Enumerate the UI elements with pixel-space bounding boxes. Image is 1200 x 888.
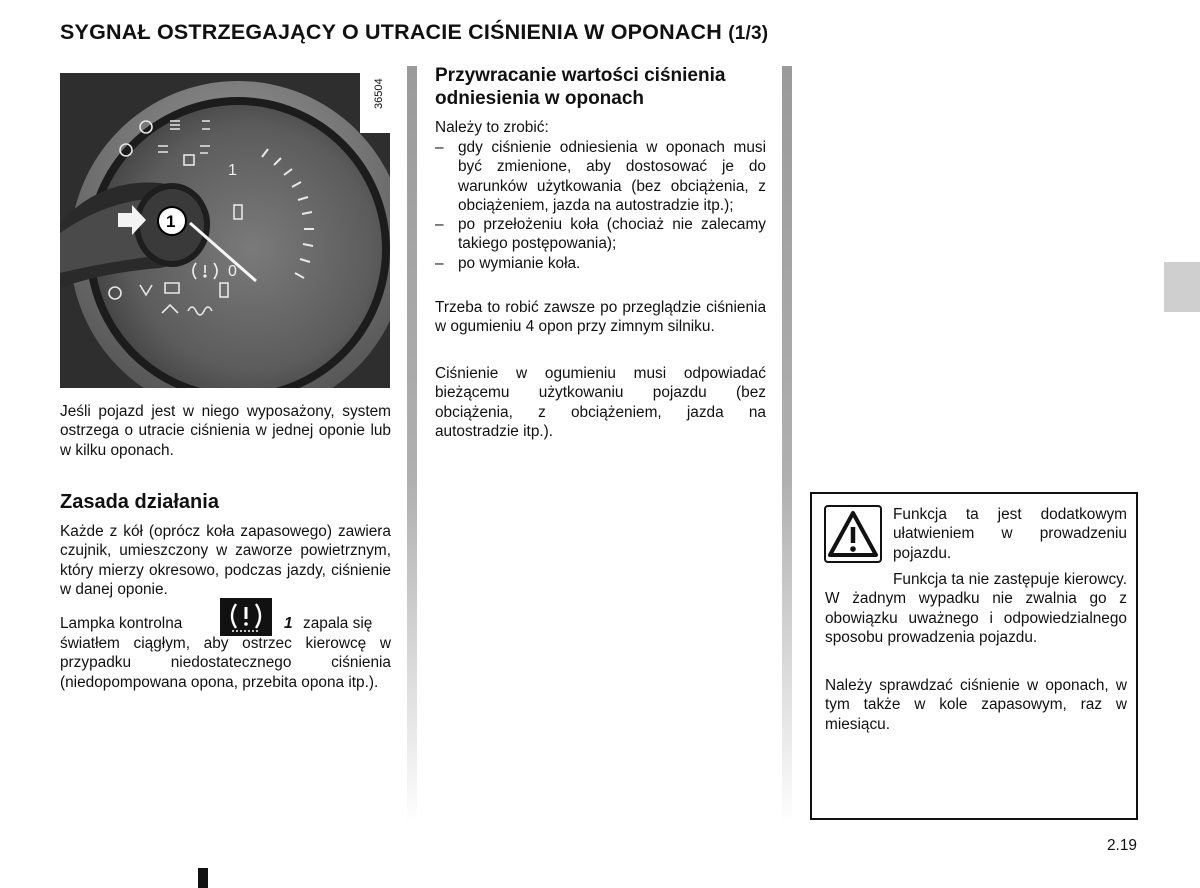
warning-text-1: Funkcja ta jest dodatkowym ułatwieniem w prowadzeniu pojazdu. [893, 506, 1127, 562]
list-item [435, 215, 766, 254]
list-dash: – [435, 139, 444, 156]
page-title [60, 20, 768, 45]
intro-paragraph: Jeśli pojazd jest w niego wyposażony, system ostrzega o utracie ciśnienia w jednej oponie lub w kilku oponach. [60, 403, 391, 459]
section-heading-operation: Zasada działania [60, 491, 219, 513]
list-item-text: po przełożeniu koła (chociaż nie zalecamy takiego postępowania); [458, 216, 766, 253]
chapter-tab [1164, 262, 1200, 312]
usage-paragraph: Ciśnienie w ogumieniu musi odpowiadać bieżącemu użytkowaniu pojazdu (bez obciążenia, z obciążeniem, jazda na autostradzie itp.). [435, 365, 766, 440]
margin-marker [198, 868, 208, 888]
warning-box [810, 492, 1138, 820]
dial-digit-zero: 0 [228, 263, 237, 280]
list-dash: – [435, 254, 444, 272]
operation-paragraph: Każde z kół (oprócz koła zapasowego) zawiera czujnik, umieszczony w zaworze powietrznym, który mierzy okresowo, podczas jazdy, ciśnienie w danej oponie. [60, 523, 391, 598]
tire-pressure-warning-icon [220, 598, 272, 636]
lamp-line1-end: zapala się [303, 615, 373, 632]
column-divider-left [407, 66, 417, 826]
warning-text-3: Należy sprawdzać ciśnienie w oponach, w tym także w kole zapasowym, raz w miesiącu. [825, 677, 1127, 733]
warning-triangle-icon [824, 505, 882, 563]
figure-ref-code: 36504 [373, 78, 385, 109]
warning-text-2: Funkcja ta nie zastępuje kierowcy. W żadnym wypadku nie zwalnia go z obowiązku uważnego i odpowiedzialnego sposobu prowadzenia pojazdu. [825, 571, 1127, 646]
lamp-ref-number: 1 [284, 615, 293, 632]
lamp-prefix: Lampka kontrolna [60, 615, 183, 632]
callout-label: 1 [166, 212, 176, 231]
reset-intro: Należy to zrobić: [435, 119, 549, 136]
instrument-cluster-illustration [60, 73, 390, 388]
lamp-rest: światłem ciągłym, aby ostrzec kierowcę w przypadku niedostatecznego ciśnienia (niedopompowana opona, przebita opona itp.). [60, 635, 391, 691]
instrument-cluster-drawing [60, 73, 390, 388]
list-item [435, 254, 766, 273]
page-number: 2.19 [1107, 837, 1137, 854]
list-item [435, 138, 766, 215]
list-item-text: po wymianie koła. [458, 254, 581, 272]
dial-digit-one: 1 [228, 162, 237, 179]
section-heading-reset: Przywracanie wartości ciśnienia odniesienia w oponach [435, 65, 726, 109]
page-title-text: SYGNAŁ OSTRZEGAJĄCY O UTRACIE CIŚNIENIA W OPONACH [60, 20, 723, 44]
cold-check-paragraph: Trzeba to robić zawsze po przeglądzie ciśnienia w ogumieniu 4 opon przy zimnym silniku. [435, 299, 766, 336]
reset-conditions-list [435, 138, 766, 273]
page-title-suffix: (1/3) [728, 23, 769, 44]
list-item-text: gdy ciśnienie odniesienia w oponach musi być zmienione, aby dostosować je do warunków użytkowania (bez obciążenia, z obciążeniem, jazda na autostradzie itp.); [458, 139, 766, 214]
column-divider-right [782, 66, 792, 826]
list-dash: – [435, 216, 444, 234]
